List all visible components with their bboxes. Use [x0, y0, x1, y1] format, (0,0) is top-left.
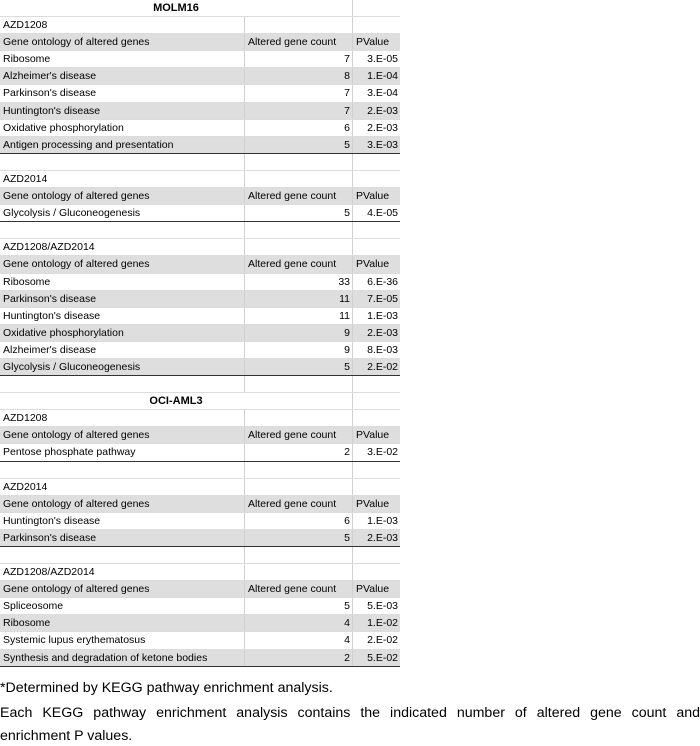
- p-value: 7.E-05: [367, 292, 398, 305]
- p-value: 3.E-04: [367, 87, 398, 100]
- p-value: 5.E-03: [367, 600, 398, 613]
- p-value: 3.E-03: [367, 138, 398, 151]
- table-row: [0, 615, 400, 632]
- spacer-cell: [245, 376, 353, 392]
- section-title: MOLM16: [0, 0, 353, 16]
- header-pvalue: PValue: [356, 583, 390, 596]
- column-header-row: [0, 427, 400, 444]
- p-value: 2.E-03: [367, 531, 398, 544]
- group-label: AZD1208/AZD2014: [0, 239, 245, 255]
- header-pathway: Gene ontology of altered genes: [0, 427, 245, 443]
- group-label-spacer: [245, 410, 353, 426]
- pathway-name: Glycolysis / Gluconeogenesis: [0, 205, 245, 221]
- pathway-name: Systemic lupus erythematosus: [0, 632, 245, 648]
- gene-count: 33: [245, 274, 353, 290]
- p-value: 4.E-05: [367, 207, 398, 220]
- pathway-name: Huntington's disease: [0, 103, 245, 119]
- header-pvalue: PValue: [356, 258, 390, 271]
- pathway-name: Oxidative phosphorylation: [0, 325, 245, 341]
- gene-count: 2: [245, 444, 353, 460]
- group-label-spacer: [245, 479, 353, 495]
- table-row: [0, 444, 400, 461]
- p-value: 2.E-03: [367, 104, 398, 117]
- column-header-row: [0, 496, 400, 513]
- p-value: 2.E-03: [367, 326, 398, 339]
- gene-count: 5: [245, 137, 353, 153]
- pathway-name: Huntington's disease: [0, 513, 245, 529]
- p-value: 1.E-02: [367, 617, 398, 630]
- header-pathway: Gene ontology of altered genes: [0, 496, 245, 512]
- table-row: [0, 632, 400, 649]
- gene-count: 6: [245, 120, 353, 136]
- group-label: AZD2014: [0, 479, 245, 495]
- table-row: [0, 325, 400, 342]
- table-row: [0, 103, 400, 120]
- gene-count: 4: [245, 615, 353, 631]
- spacer-row: [0, 376, 400, 393]
- group-label: AZD1208: [0, 17, 245, 33]
- table-row: [0, 342, 400, 359]
- pathway-name: Parkinson's disease: [0, 85, 245, 101]
- group-label-row: [0, 410, 400, 427]
- group-label-spacer: [245, 239, 353, 255]
- gene-count: 8: [245, 68, 353, 84]
- spacer-cell: [0, 222, 245, 238]
- table-row: [0, 68, 400, 85]
- footnote-line-1: *Determined by KEGG pathway enrichment analysis.: [0, 680, 333, 696]
- pathway-name: Antigen processing and presentation: [0, 137, 245, 153]
- section-title-row: [0, 393, 400, 410]
- header-pvalue: PValue: [356, 36, 390, 49]
- header-count: Altered gene count: [245, 188, 353, 204]
- gene-count: 7: [245, 103, 353, 119]
- group-label-spacer: [245, 564, 353, 580]
- table-row: [0, 530, 400, 547]
- gene-count: 5: [245, 530, 353, 546]
- footnote-line-3: enrichment P values.: [0, 728, 133, 744]
- column-header-row: [0, 581, 400, 598]
- header-pathway: Gene ontology of altered genes: [0, 188, 245, 204]
- group-label-row: [0, 171, 400, 188]
- pathway-name: Huntington's disease: [0, 308, 245, 324]
- pathway-name: Spliceosome: [0, 598, 245, 614]
- spacer-row: [0, 462, 400, 479]
- pathway-name: Ribosome: [0, 51, 245, 67]
- header-count: Altered gene count: [245, 427, 353, 443]
- gene-count: 7: [245, 85, 353, 101]
- table-row: [0, 291, 400, 308]
- pathway-name: Oxidative phosphorylation: [0, 120, 245, 136]
- pathway-name: Alzheimer's disease: [0, 342, 245, 358]
- header-count: Altered gene count: [245, 256, 353, 272]
- section-title-row: [0, 0, 400, 17]
- table-row: [0, 137, 400, 154]
- table-row: [0, 205, 400, 222]
- gene-count: 4: [245, 632, 353, 648]
- spacer-row: [0, 222, 400, 239]
- table-row: [0, 85, 400, 102]
- p-value: 2.E-03: [367, 121, 398, 134]
- gene-count: 5: [245, 359, 353, 375]
- header-count: Altered gene count: [245, 581, 353, 597]
- p-value: 1.E-04: [367, 70, 398, 83]
- p-value: 2.E-02: [367, 360, 398, 373]
- header-count: Altered gene count: [245, 496, 353, 512]
- p-value: 5.E-02: [367, 651, 398, 664]
- spacer-cell: [245, 154, 353, 170]
- spacer-cell: [245, 462, 353, 478]
- p-value: 2.E-02: [367, 634, 398, 647]
- header-pvalue: PValue: [356, 190, 390, 203]
- header-pvalue: PValue: [356, 497, 390, 510]
- table-row: [0, 650, 400, 667]
- group-label: AZD2014: [0, 171, 245, 187]
- spacer-row: [0, 154, 400, 171]
- spacer-cell: [0, 376, 245, 392]
- spacer-cell: [245, 222, 353, 238]
- spacer-row: [0, 547, 400, 564]
- pathway-name: Parkinson's disease: [0, 291, 245, 307]
- header-pvalue: PValue: [356, 429, 390, 442]
- table-row: [0, 308, 400, 325]
- gene-count: 9: [245, 325, 353, 341]
- pathway-name: Alzheimer's disease: [0, 68, 245, 84]
- p-value: 6.E-36: [367, 275, 398, 288]
- table-row: [0, 274, 400, 291]
- column-header-row: [0, 256, 400, 273]
- spacer-cell: [0, 154, 245, 170]
- pathway-name: Synthesis and degradation of ketone bodies: [0, 650, 245, 666]
- header-count: Altered gene count: [245, 34, 353, 50]
- p-value: 8.E-03: [367, 343, 398, 356]
- gene-count: 11: [245, 291, 353, 307]
- table-row: [0, 598, 400, 615]
- pathway-name: Pentose phosphate pathway: [0, 444, 245, 460]
- gene-count: 9: [245, 342, 353, 358]
- group-label-row: [0, 479, 400, 496]
- group-label-spacer: [245, 171, 353, 187]
- table-row: [0, 513, 400, 530]
- group-label-spacer: [245, 17, 353, 33]
- section-title: OCI-AML3: [0, 393, 353, 409]
- pathway-name: Ribosome: [0, 274, 245, 290]
- p-value: 3.E-05: [367, 53, 398, 66]
- pathway-name: Glycolysis / Gluconeogenesis: [0, 359, 245, 375]
- p-value: 3.E-02: [367, 446, 398, 459]
- table-row: [0, 51, 400, 68]
- group-label: AZD1208/AZD2014: [0, 564, 245, 580]
- table-row: [0, 359, 400, 376]
- header-pathway: Gene ontology of altered genes: [0, 256, 245, 272]
- column-header-row: [0, 188, 400, 205]
- group-label-row: [0, 17, 400, 34]
- header-pathway: Gene ontology of altered genes: [0, 34, 245, 50]
- group-label-row: [0, 239, 400, 256]
- gene-count: 5: [245, 598, 353, 614]
- gene-count: 6: [245, 513, 353, 529]
- header-pathway: Gene ontology of altered genes: [0, 581, 245, 597]
- gene-count: 7: [245, 51, 353, 67]
- group-label: AZD1208: [0, 410, 245, 426]
- table-row: [0, 120, 400, 137]
- gene-count: 11: [245, 308, 353, 324]
- spacer-cell: [0, 547, 245, 563]
- p-value: 1.E-03: [367, 514, 398, 527]
- spacer-cell: [245, 547, 353, 563]
- group-label-row: [0, 564, 400, 581]
- column-header-row: [0, 34, 400, 51]
- footnote-line-2: Each KEGG pathway enrichment analysis contains the indicated number of altered gene count and: [0, 705, 700, 721]
- pathway-name: Ribosome: [0, 615, 245, 631]
- gene-count: 2: [245, 650, 353, 666]
- gene-count: 5: [245, 205, 353, 221]
- spacer-cell: [0, 462, 245, 478]
- pathway-name: Parkinson's disease: [0, 530, 245, 546]
- p-value: 1.E-03: [367, 309, 398, 322]
